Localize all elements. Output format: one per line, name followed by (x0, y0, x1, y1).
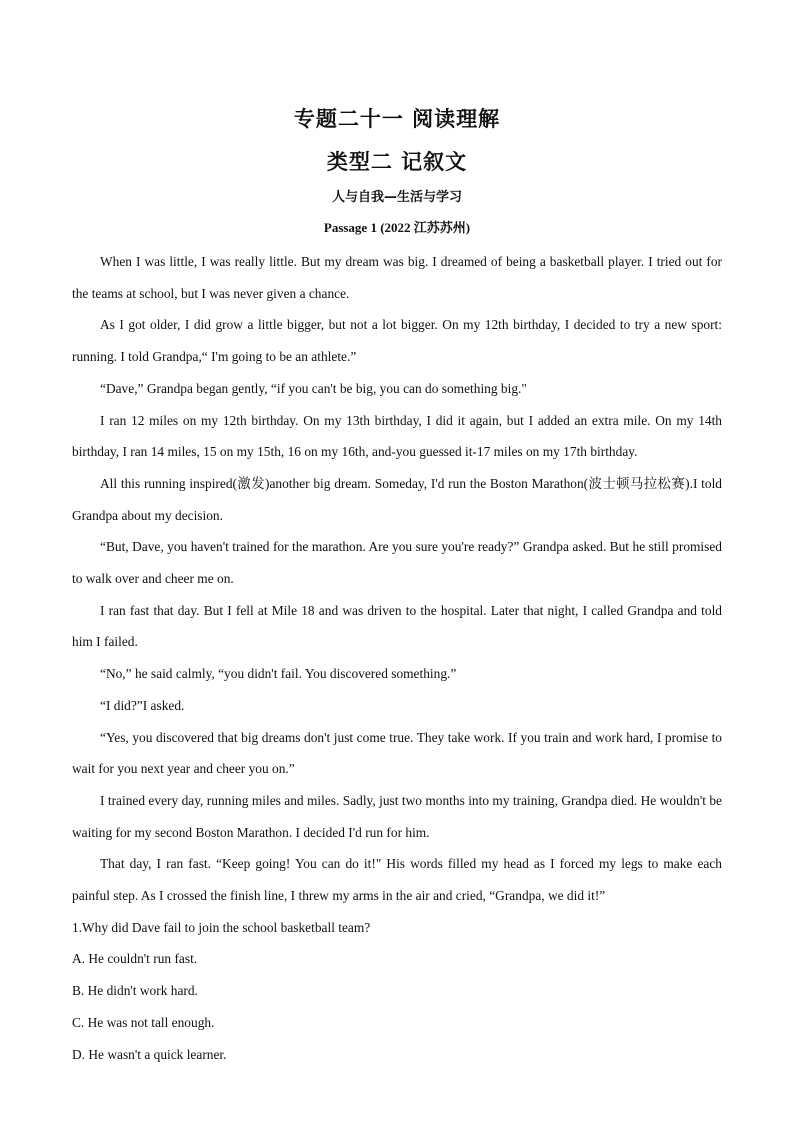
paragraph: As I got older, I did grow a little bigger, but not a lot bigger. On my 12th birthday, I decided to try a new sport: running. I told Grandpa,“ I'm going to be an athlete.” (72, 317, 722, 365)
paragraph: “Yes, you discovered that big dreams don't just come true. They take work. If you train and work hard, I promise to wait for you next year and cheer you on.” (72, 729, 722, 777)
option-b: B. He didn't work hard. (72, 983, 198, 999)
paragraph: That day, I ran fast. “Keep going! You can do it!" His words filled my head as I forced my legs to make each painful step. As I crossed the finish line, I threw my arms in the air and cried, “Grandpa, we did it!” (72, 856, 722, 904)
passage-label: Passage 1 (2022 江苏苏州) (323, 220, 471, 235)
paragraph: “No,” he said calmly, “you didn't fail. You discovered something.” (100, 666, 457, 682)
question-1: 1.Why did Dave fail to join the school basketball team? (72, 919, 371, 935)
paragraph: “Dave,” Grandpa began gently, “if you can't be big, you can do something big." (100, 380, 527, 396)
option-d: D. He wasn't a quick learner. (72, 1046, 227, 1062)
option-a: A. He couldn't run fast. (72, 951, 198, 967)
passage-body (72, 246, 722, 1070)
paragraph: I ran fast that day. But I fell at Mile 18 and was driven to the hospital. Later that night, I called Grandpa and told him I failed. (72, 602, 722, 650)
theme-heading: 人与自我—生活与学习 (331, 190, 462, 205)
paragraph: I trained every day, running miles and miles. Sadly, just two months into my training, Grandpa died. He wouldn't be waiting for my second Boston Marathon. I decided I'd run for him. (72, 792, 722, 840)
paragraph: “I did?”I asked. (100, 697, 185, 713)
paragraph: When I was little, I was really little. But my dream was big. I dreamed of being a basketball player. I tried out for the teams at school, but I was never given a chance. (72, 254, 722, 301)
answer-options (72, 943, 722, 1070)
page-subtitle: 类型二 记叙文 (326, 150, 468, 174)
paragraph: “But, Dave, you haven't trained for the marathon. Are you sure you're ready?” Grandpa asked. But he still promised to walk over and cheer me on. (72, 539, 722, 587)
paragraph: All this running inspired(激发)another big dream. Someday, I'd run the Boston Marathon(波士顿马拉松赛).I told Grandpa about my decision. (72, 475, 722, 523)
paragraph: I ran 12 miles on my 12th birthday. On my 13th birthday, I did it again, but I added an extra mile. On my 14th birthday, I ran 14 miles, 15 on my 15th, 16 on my 16th, and-you guessed it-17 miles on my 17th birthday. (72, 412, 722, 460)
page-title: 专题二十一 阅读理解 (293, 107, 501, 131)
option-c: C. He was not tall enough. (72, 1014, 215, 1030)
